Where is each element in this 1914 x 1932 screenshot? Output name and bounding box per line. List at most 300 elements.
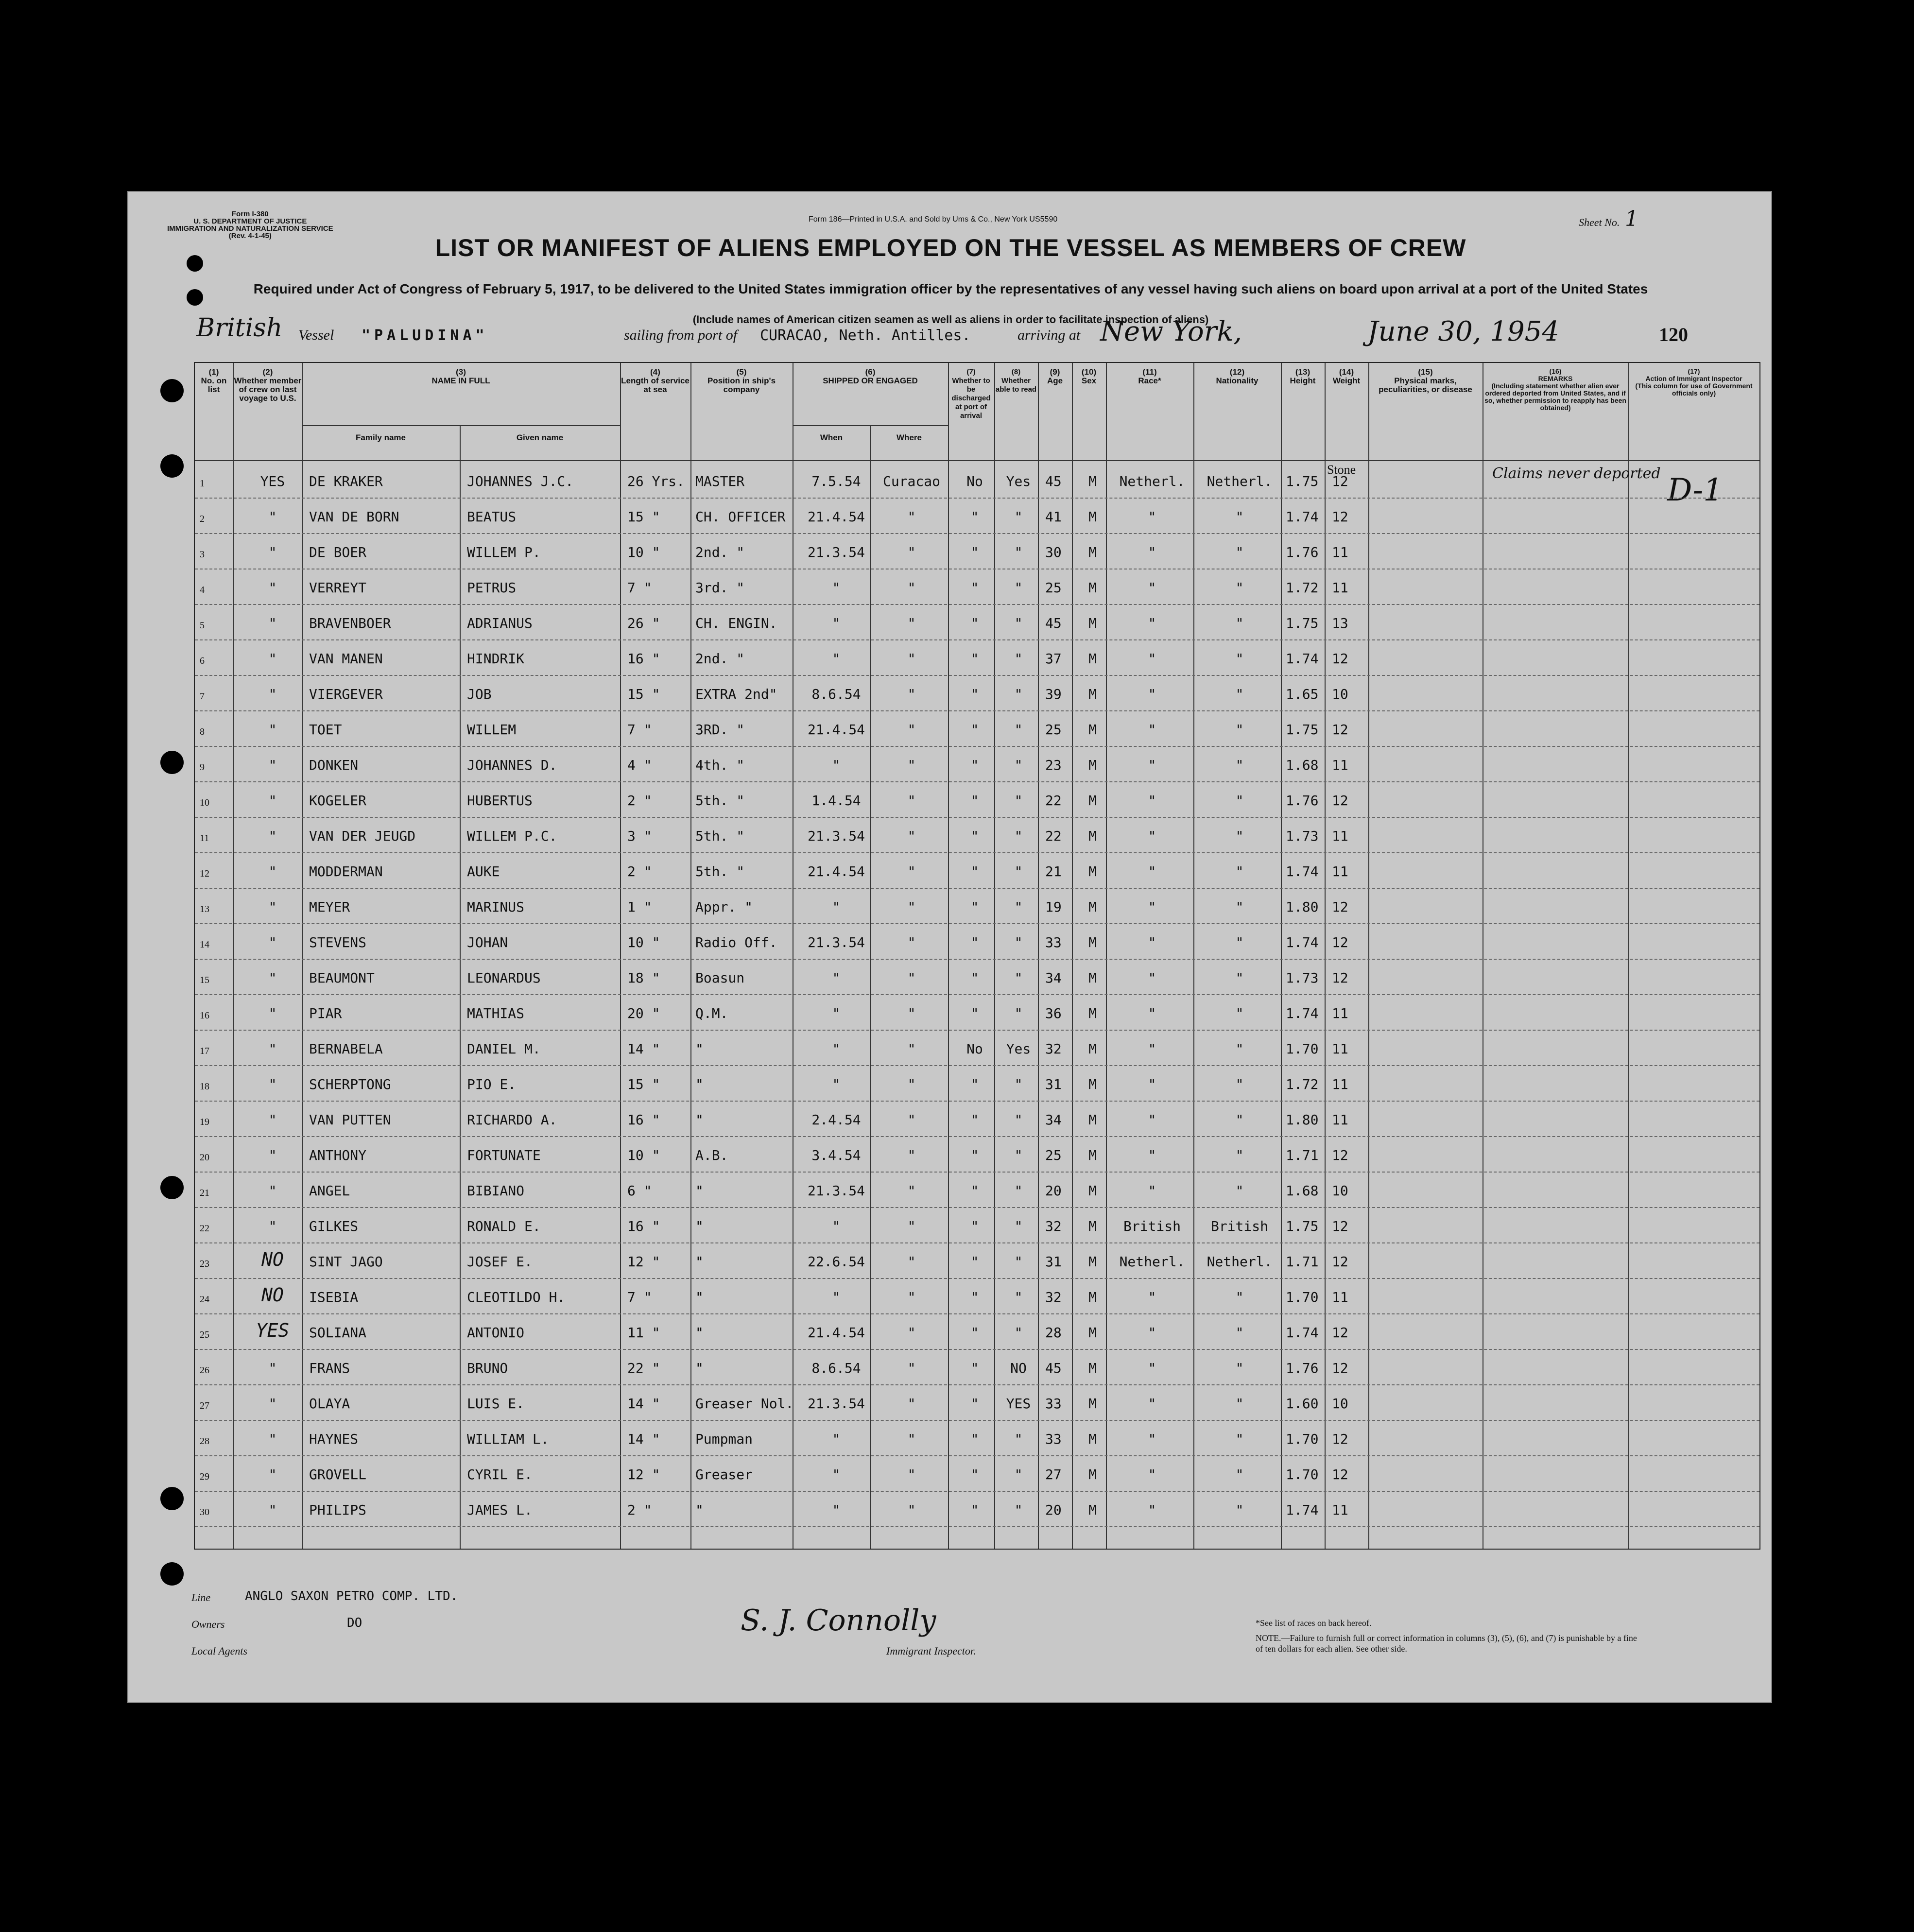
cell-where: "	[907, 1005, 916, 1021]
page-title: LIST OR MANIFEST OF ALIENS EMPLOYED ON THE VESSEL AS MEMBERS OF CREW	[435, 234, 1466, 261]
cell-height: 1.72	[1286, 1076, 1319, 1092]
cell-sex: M	[1088, 1360, 1097, 1376]
table-row	[195, 534, 1759, 569]
cell-given: LEONARDUS	[467, 970, 541, 986]
cell-position: "	[695, 1289, 704, 1305]
cell-prev: "	[268, 934, 277, 950]
cell-given: HINDRIK	[467, 651, 525, 667]
cell-where: "	[907, 544, 916, 560]
cell-race: "	[1148, 757, 1156, 773]
cell-race: "	[1148, 1041, 1156, 1057]
table-row	[195, 1491, 1759, 1527]
cell-weight: 12	[1332, 651, 1348, 667]
cell-position: CH. ENGIN.	[695, 615, 777, 631]
cell-when: 21.4.54	[807, 1325, 865, 1341]
cell-read: "	[1014, 970, 1023, 986]
cell-sex: M	[1088, 1147, 1097, 1163]
header-read: (8) Whether able to read	[995, 368, 1037, 394]
cell-sex: M	[1088, 970, 1097, 986]
cell-height: 1.73	[1286, 828, 1319, 844]
cell-height: 1.74	[1286, 863, 1319, 880]
cell-position: "	[695, 1502, 704, 1518]
cell-disch: "	[970, 544, 979, 560]
table-row	[195, 1385, 1759, 1421]
cell-no: 11	[200, 833, 209, 844]
cell-age: 36	[1045, 1005, 1062, 1021]
cell-position: "	[695, 1325, 704, 1341]
cell-when: "	[832, 580, 841, 596]
cell-family: ANGEL	[309, 1183, 350, 1199]
cell-age: 31	[1045, 1076, 1062, 1092]
cell-family: GILKES	[309, 1218, 359, 1234]
cell-no: 1	[200, 478, 205, 489]
cell-no: 14	[200, 939, 209, 950]
cell-read: "	[1014, 828, 1023, 844]
table-row	[195, 1314, 1759, 1350]
cell-where: "	[907, 1218, 916, 1234]
cell-prev: "	[268, 1466, 277, 1483]
cell-when: 21.3.54	[807, 1183, 865, 1199]
cell-nat: "	[1235, 509, 1244, 525]
header-when: When	[820, 433, 843, 442]
cell-family: SINT JAGO	[309, 1254, 383, 1270]
cell-family: DE BOER	[309, 544, 367, 560]
cell-position: "	[695, 1112, 704, 1128]
cell-when: "	[832, 1041, 841, 1057]
cell-no: 20	[200, 1152, 209, 1163]
cell-prev: "	[268, 580, 277, 596]
cell-disch: "	[970, 1325, 979, 1341]
cell-when: 21.3.54	[807, 1396, 865, 1412]
cell-height: 1.75	[1286, 1218, 1319, 1234]
cell-weight: 12	[1332, 899, 1348, 915]
cell-when: 21.3.54	[807, 828, 865, 844]
table-row	[195, 640, 1759, 676]
cell-when: "	[832, 970, 841, 986]
cell-height: 1.74	[1286, 934, 1319, 950]
cell-given: BEATUS	[467, 509, 517, 525]
cell-given: HUBERTUS	[467, 793, 533, 809]
sheet-number: 1	[1625, 207, 1638, 231]
cell-service: 6 "	[627, 1183, 652, 1199]
cell-no: 15	[200, 975, 209, 985]
cell-given: RICHARDO A.	[467, 1112, 557, 1128]
cell-prev: "	[268, 899, 277, 915]
cell-height: 1.80	[1286, 899, 1319, 915]
cell-family: TOET	[309, 722, 342, 738]
cell-height: 1.76	[1286, 793, 1319, 809]
sheet-label: Sheet No.	[1579, 216, 1620, 228]
cell-no: 6	[200, 656, 205, 666]
table-row	[195, 1066, 1759, 1102]
cell-service: 16 "	[627, 1112, 660, 1128]
cell-nat: "	[1235, 757, 1244, 773]
header-no: (1) No. on list	[201, 367, 227, 394]
header-height: (13) Height	[1290, 367, 1316, 385]
header-physical-marks: (15) Physical marks, peculiarities, or disease	[1379, 367, 1472, 394]
cell-given: JOB	[467, 686, 492, 702]
cell-read: "	[1014, 615, 1023, 631]
cell-height: 1.68	[1286, 757, 1319, 773]
cell-family: SOLIANA	[309, 1325, 367, 1341]
cell-where: "	[907, 1396, 916, 1412]
cell-no: 4	[200, 585, 205, 595]
cell-sex: M	[1088, 544, 1097, 560]
cell-prev: "	[268, 1147, 277, 1163]
cell-given: MARINUS	[467, 899, 525, 915]
cell-given: RONALD E.	[467, 1218, 541, 1234]
binder-hole	[160, 1176, 184, 1199]
cell-weight: 11	[1332, 1076, 1348, 1092]
table-row	[195, 888, 1759, 924]
cell-race: "	[1148, 1289, 1156, 1305]
cell-when: "	[832, 1289, 841, 1305]
table-row	[195, 711, 1759, 747]
cell-family: VAN DE BORN	[309, 509, 399, 525]
cell-no: 9	[200, 762, 205, 773]
cell-no: 5	[200, 620, 205, 631]
cell-service: 2 "	[627, 793, 652, 809]
cell-where: "	[907, 793, 916, 809]
cell-disch: "	[970, 580, 979, 596]
cell-no: 2	[200, 514, 205, 524]
header-service: (4) Length of service at sea	[621, 367, 690, 394]
cell-where: "	[907, 1289, 916, 1305]
cell-prev: "	[268, 1005, 277, 1021]
cell-given: PIO E.	[467, 1076, 517, 1092]
cell-position: MASTER	[695, 473, 745, 489]
cell-prev: "	[268, 509, 277, 525]
subtitle: Required under Act of Congress of February 5, 1917, to be delivered to the United States immigration officer by the representatives of any vessel having such aliens on board upon arrival at a port of the United States	[253, 281, 1648, 296]
cell-prev: "	[268, 651, 277, 667]
cell-family: HAYNES	[309, 1431, 359, 1447]
cell-no: 8	[200, 726, 205, 737]
cell-sex: M	[1088, 934, 1097, 950]
arriving-port: New York,	[1100, 316, 1242, 347]
inspector-label: Immigrant Inspector.	[886, 1645, 976, 1657]
printer-line: Form 186—Printed in U.S.A. and Sold by Ums & Co., New York US5590	[809, 215, 1058, 224]
crew-table	[194, 362, 1760, 1550]
cell-when: 3.4.54	[811, 1147, 861, 1163]
cell-family: KOGELER	[309, 793, 367, 809]
cell-service: 10 "	[627, 934, 660, 950]
cell-read: "	[1014, 580, 1023, 596]
cell-service: 12 "	[627, 1466, 660, 1483]
cell-when: "	[832, 1466, 841, 1483]
cell-height: 1.68	[1286, 1183, 1319, 1199]
races-note: *See list of races on back hereof.	[1256, 1618, 1372, 1628]
cell-prev: "	[268, 615, 277, 631]
cell-where: "	[907, 1466, 916, 1483]
cell-when: 21.3.54	[807, 544, 865, 560]
cell-age: 25	[1045, 722, 1062, 738]
cell-service: 26 "	[627, 615, 660, 631]
line-value: ANGLO SAXON PETRO COMP. LTD.	[245, 1589, 458, 1604]
cell-prev: "	[268, 1183, 277, 1199]
cell-age: 32	[1045, 1289, 1062, 1305]
binder-hole	[160, 379, 184, 402]
cell-disch: "	[970, 615, 979, 631]
cell-where: "	[907, 1431, 916, 1447]
cell-height: 1.60	[1286, 1396, 1319, 1412]
cell-height: 1.74	[1286, 1325, 1319, 1341]
cell-sex: M	[1088, 615, 1097, 631]
cell-nat: "	[1235, 1112, 1244, 1128]
cell-service: 14 "	[627, 1396, 660, 1412]
cell-race: "	[1148, 1076, 1156, 1092]
cell-nat: "	[1235, 1360, 1244, 1376]
cell-service: 10 "	[627, 544, 660, 560]
cell-given: BIBIANO	[467, 1183, 525, 1199]
cell-service: 16 "	[627, 1218, 660, 1234]
cell-disch: "	[970, 509, 979, 525]
cell-age: 32	[1045, 1041, 1062, 1057]
sailing-label: sailing from port of	[624, 327, 738, 343]
cell-given: WILLEM	[467, 722, 517, 738]
agents-label: Local Agents	[191, 1645, 248, 1657]
cell-no: 17	[200, 1046, 209, 1056]
cell-race: "	[1148, 1396, 1156, 1412]
cell-race: "	[1148, 934, 1156, 950]
cell-position: EXTRA 2nd"	[695, 686, 777, 702]
cell-race: Netherl.	[1119, 1254, 1185, 1270]
cell-no: 19	[200, 1117, 209, 1127]
binder-hole	[160, 1562, 184, 1586]
cell-race: British	[1123, 1218, 1181, 1234]
cell-position: A.B.	[695, 1147, 728, 1163]
cell-height: 1.80	[1286, 1112, 1319, 1128]
cell-race: "	[1148, 686, 1156, 702]
cell-position: Radio Off.	[695, 934, 777, 950]
cell-race: "	[1148, 828, 1156, 844]
cell-nat: "	[1235, 1289, 1244, 1305]
cell-height: 1.71	[1286, 1254, 1319, 1270]
cell-sex: M	[1088, 1112, 1097, 1128]
cell-position: Greaser	[695, 1466, 753, 1483]
cell-race: "	[1148, 970, 1156, 986]
cell-position: "	[695, 1041, 704, 1057]
cell-read: "	[1014, 863, 1023, 880]
cell-prev: "	[268, 544, 277, 560]
cell-sex: M	[1088, 1254, 1097, 1270]
cell-when: "	[832, 1431, 841, 1447]
cell-read: "	[1014, 1005, 1023, 1021]
table-row	[195, 1243, 1759, 1279]
cell-given: MATHIAS	[467, 1005, 525, 1021]
cell-weight: 10	[1332, 1396, 1348, 1412]
cell-when: 21.4.54	[807, 509, 865, 525]
cell-position: 2nd. "	[695, 544, 745, 560]
cell-service: 2 "	[627, 863, 652, 880]
cell-service: 14 "	[627, 1041, 660, 1057]
cell-where: "	[907, 1183, 916, 1199]
cell-no: 22	[200, 1223, 209, 1234]
cell-no: 29	[200, 1471, 209, 1482]
cell-prev: YES	[260, 473, 285, 489]
cell-position: "	[695, 1254, 704, 1270]
cell-family: BRAVENBOER	[309, 615, 391, 631]
table-row	[195, 1208, 1759, 1243]
table-row	[195, 746, 1759, 782]
cell-age: 33	[1045, 1396, 1062, 1412]
cell-given: JAMES L.	[467, 1502, 533, 1518]
cell-race: "	[1148, 863, 1156, 880]
header-shipped: (6) SHIPPED OR ENGAGED	[823, 367, 918, 385]
cell-given: WILLIAM L.	[467, 1431, 549, 1447]
cell-age: 33	[1045, 934, 1062, 950]
cell-read: "	[1014, 722, 1023, 738]
weight-unit: Stone	[1327, 463, 1356, 477]
owners-value: DO	[347, 1616, 362, 1630]
cell-when: "	[832, 899, 841, 915]
cell-nat: "	[1235, 863, 1244, 880]
cell-nat: "	[1235, 1076, 1244, 1092]
cell-family: OLAYA	[309, 1396, 350, 1412]
cell-where: "	[907, 1254, 916, 1270]
cell-position: "	[695, 1076, 704, 1092]
cell-read: "	[1014, 1289, 1023, 1305]
cell-when: "	[832, 1218, 841, 1234]
cell-where: "	[907, 1360, 916, 1376]
cell-disch: "	[970, 1005, 979, 1021]
cell-read: "	[1014, 1325, 1023, 1341]
cell-weight: 10	[1332, 1183, 1348, 1199]
cell-weight: 12	[1332, 509, 1348, 525]
cell-where: "	[907, 934, 916, 950]
table-row	[195, 817, 1759, 853]
table-row	[195, 569, 1759, 605]
table-row	[195, 1172, 1759, 1208]
cell-nat: "	[1235, 1147, 1244, 1163]
cell-family: MODDERMAN	[309, 863, 383, 880]
sailing-port: CURACAO, Neth. Antilles.	[760, 327, 971, 344]
cell-prev: "	[268, 757, 277, 773]
cell-age: 19	[1045, 899, 1062, 915]
cell-disch: No	[966, 1041, 983, 1057]
cell-no: 23	[200, 1259, 209, 1269]
cell-no: 12	[200, 868, 209, 879]
cell-read: "	[1014, 509, 1023, 525]
cell-when: "	[832, 1502, 841, 1518]
cell-weight: 11	[1332, 1502, 1348, 1518]
cell-height: 1.75	[1286, 722, 1319, 738]
cell-sex: M	[1088, 473, 1097, 489]
cell-given: DANIEL M.	[467, 1041, 541, 1057]
cell-age: 28	[1045, 1325, 1062, 1341]
cell-given: AUKE	[467, 863, 500, 880]
cell-family: BEAUMONT	[309, 970, 375, 986]
cell-sex: M	[1088, 1325, 1097, 1341]
table-row	[195, 604, 1759, 640]
cell-service: 12 "	[627, 1254, 660, 1270]
cell-weight: 12	[1332, 473, 1348, 489]
cell-height: 1.73	[1286, 970, 1319, 986]
cell-service: 4 "	[627, 757, 652, 773]
cell-read: "	[1014, 544, 1023, 560]
cell-weight: 10	[1332, 686, 1348, 702]
cell-read: "	[1014, 1112, 1023, 1128]
cell-nat: "	[1235, 580, 1244, 596]
cell-nat: "	[1235, 1325, 1244, 1341]
cell-service: 1 "	[627, 899, 652, 915]
vessel-label: Vessel	[298, 327, 334, 343]
cell-read: "	[1014, 1076, 1023, 1092]
cell-family: DONKEN	[309, 757, 359, 773]
cell-age: 25	[1045, 1147, 1062, 1163]
cell-weight: 12	[1332, 1325, 1348, 1341]
cell-read: "	[1014, 899, 1023, 915]
cell-sex: M	[1088, 899, 1097, 915]
header-inspector-action: (17) Action of Immigrant Inspector (This column for use of Government officials only)	[1635, 367, 1753, 397]
cell-service: 7 "	[627, 722, 652, 738]
cell-prev: "	[268, 1502, 277, 1518]
cell-prev: YES	[256, 1320, 290, 1341]
penalty-note: NOTE.—Failure to furnish full or correct information in columns (3), (5), (6), and (7) is punishable by a fine of ten dollars for each alien. See other side.	[1256, 1633, 1637, 1654]
cell-age: 32	[1045, 1218, 1062, 1234]
cell-nat: "	[1235, 1041, 1244, 1057]
table-row	[195, 675, 1759, 711]
cell-read: "	[1014, 757, 1023, 773]
cell-read: "	[1014, 1218, 1023, 1234]
table-row	[195, 1278, 1759, 1314]
cell-age: 22	[1045, 793, 1062, 809]
table-row	[195, 924, 1759, 960]
header-given-name: Given name	[516, 433, 564, 442]
inspector-action-mark: D-1	[1667, 472, 1723, 508]
cell-disch: "	[970, 1431, 979, 1447]
cell-sex: M	[1088, 1502, 1097, 1518]
cell-weight: 12	[1332, 1360, 1348, 1376]
cell-race: "	[1148, 1325, 1156, 1341]
cell-read: "	[1014, 1183, 1023, 1199]
cell-race: "	[1148, 1466, 1156, 1483]
cell-family: BERNABELA	[309, 1041, 383, 1057]
cell-position: "	[695, 1360, 704, 1376]
cell-when: "	[832, 1005, 841, 1021]
cell-service: 22 "	[627, 1360, 660, 1376]
cell-sex: M	[1088, 1289, 1097, 1305]
cell-position: Boasun	[695, 970, 745, 986]
form-revision: (Rev. 4-1-45)	[228, 232, 272, 240]
cell-weight: 11	[1332, 1112, 1348, 1128]
cell-read: "	[1014, 793, 1023, 809]
cell-nat: "	[1235, 722, 1244, 738]
cell-weight: 11	[1332, 1289, 1348, 1305]
cell-weight: 12	[1332, 970, 1348, 986]
cell-where: "	[907, 863, 916, 880]
cell-no: 18	[200, 1081, 209, 1092]
cell-service: 15 "	[627, 686, 660, 702]
cell-sex: M	[1088, 828, 1097, 844]
cell-disch: "	[970, 1218, 979, 1234]
department: U. S. DEPARTMENT OF JUSTICE	[193, 217, 307, 225]
cell-disch: "	[970, 686, 979, 702]
cell-position: Greaser Nol.	[695, 1396, 794, 1412]
cell-given: WILLEM P.	[467, 544, 541, 560]
cell-nat: "	[1235, 651, 1244, 667]
cell-nat: "	[1235, 615, 1244, 631]
cell-weight: 12	[1332, 793, 1348, 809]
cell-when: 2.4.54	[811, 1112, 861, 1128]
cell-height: 1.71	[1286, 1147, 1319, 1163]
table-row	[195, 959, 1759, 995]
cell-given: JOSEF E.	[467, 1254, 533, 1270]
cell-family: SCHERPTONG	[309, 1076, 391, 1092]
cell-prev: "	[268, 722, 277, 738]
cell-height: 1.74	[1286, 1502, 1319, 1518]
manifest-sheet	[127, 191, 1772, 1703]
cell-sex: M	[1088, 1183, 1097, 1199]
